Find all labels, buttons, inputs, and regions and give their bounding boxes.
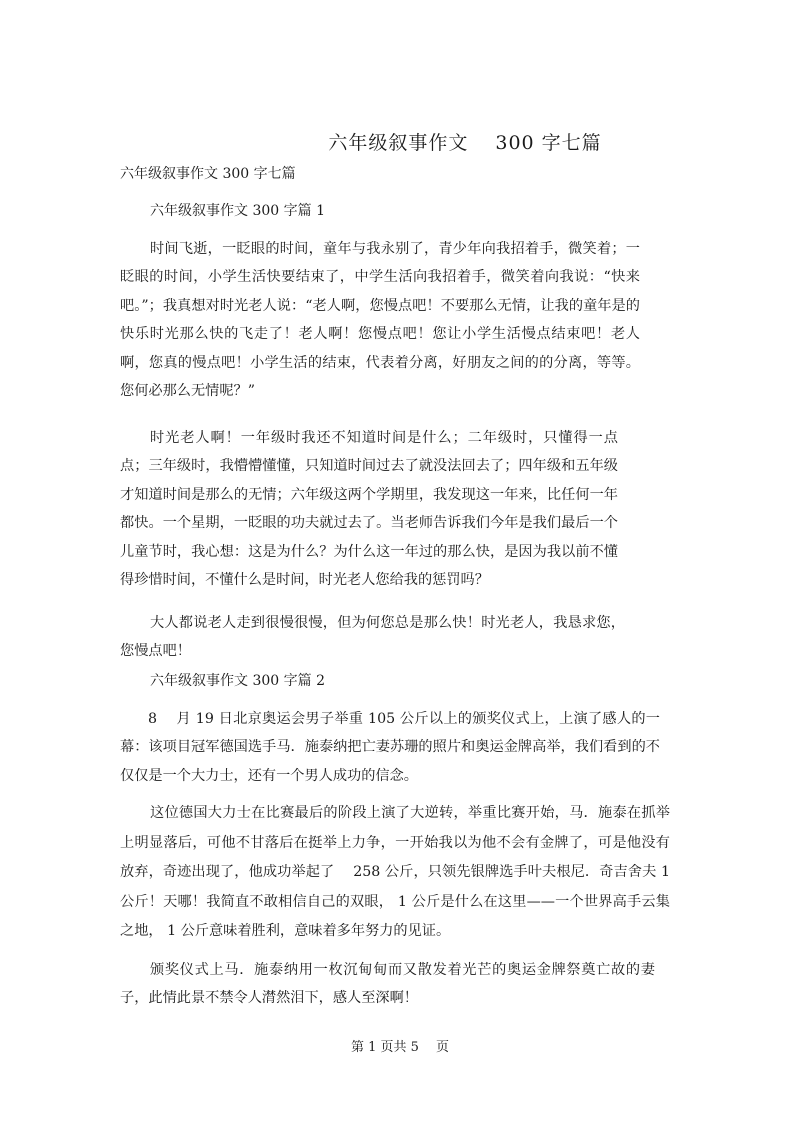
paragraph-text: 时光老人啊！一年级时我还不知道时间是什么；二年级时，只懂得一点点；三年级时，我懵懵懂懂，只知道时间过去了就没法回去了；四年级和五年级才知道时间是那么的无情；六年级这两个学期里，我发现这一年来，比任何一年都快。一个星期，一眨眼的功夫就过去了。当老师告诉我们今年是我们最后一个儿童节时，我心想：这是为什么？为什么这一年过的那么快，是因为我以前不懂得珍惜时间，不懂什么是时间，时光老人您给我的惩罚吗？ (120, 430, 618, 589)
paragraph-text: 这位德国大力士在比赛最后的阶段上演了大逆转，举重比赛开始，马．施泰在抓举上明显落后，可他不甘落后在挺举上力争，一开始我以为他不会有金牌了，可是他没有放弃，奇迹出现了，他成功举起了 258 公斤，只领先银牌选手叶夫根尼．奇吉舍夫 1 公斤！天哪！我简直不敢相信自己的双眼， 1 公斤是什么在这里——一个世界高手云集之地， 1 公斤意味着胜利，意味着多年努力的见证。 (120, 805, 670, 939)
paragraph-text: 时间飞逝，一眨眼的时间，童年与我永别了，青少年向我招着手，微笑着；一眨眼的时间，小学生活快要结束了，中学生活向我招着手，微笑着向我说：“快来吧。”；我真想对时光老人说：“老人啊，您慢点吧！不要那么无情，让我的童年是的快乐时光那么快的飞走了！老人啊！您慢点吧！您让小学生活慢点结束吧！老人啊，您真的慢点吧！小学生活的结束，代表着分离，好朋友之间的的分离，等等。您何必那么无情呢？” (120, 241, 640, 400)
paragraph (120, 609, 625, 666)
paragraph (120, 799, 670, 947)
page-footer: 第 1 页共 5 页 (350, 1040, 450, 1055)
paragraph (120, 235, 640, 405)
paragraph (120, 705, 660, 790)
document-subtitle: 六年级叙事作文 300 字七篇 (120, 166, 296, 182)
paragraph (120, 424, 618, 594)
document-title: 六年级叙事作文 300 字七篇 (328, 132, 602, 154)
section-heading-2: 六年级叙事作文 300 字篇 2 (150, 673, 325, 689)
section-heading-1: 六年级叙事作文 300 字篇 1 (150, 203, 325, 219)
paragraph (120, 956, 655, 1013)
paragraph-text: 大人都说老人走到很慢很慢，但为何您总是那么快！时光老人，我恳求您，您慢点吧！ (120, 615, 625, 660)
paragraph-text: 颁奖仪式上马．施泰纳用一枚沉甸甸而又散发着光芒的奥运金牌祭奠亡故的妻子，此情此景不禁令人潸然泪下，感人至深啊！ (120, 962, 655, 1007)
paragraph-text: 8 月 19 日北京奥运会男子举重 105 公斤以上的颁奖仪式上，上演了感人的一幕：该项目冠军德国选手马．施泰纳把亡妻苏珊的照片和奥运金牌高举，我们看到的不仅仅是一个大力士，还有一个男人成功的信念。 (120, 711, 660, 784)
